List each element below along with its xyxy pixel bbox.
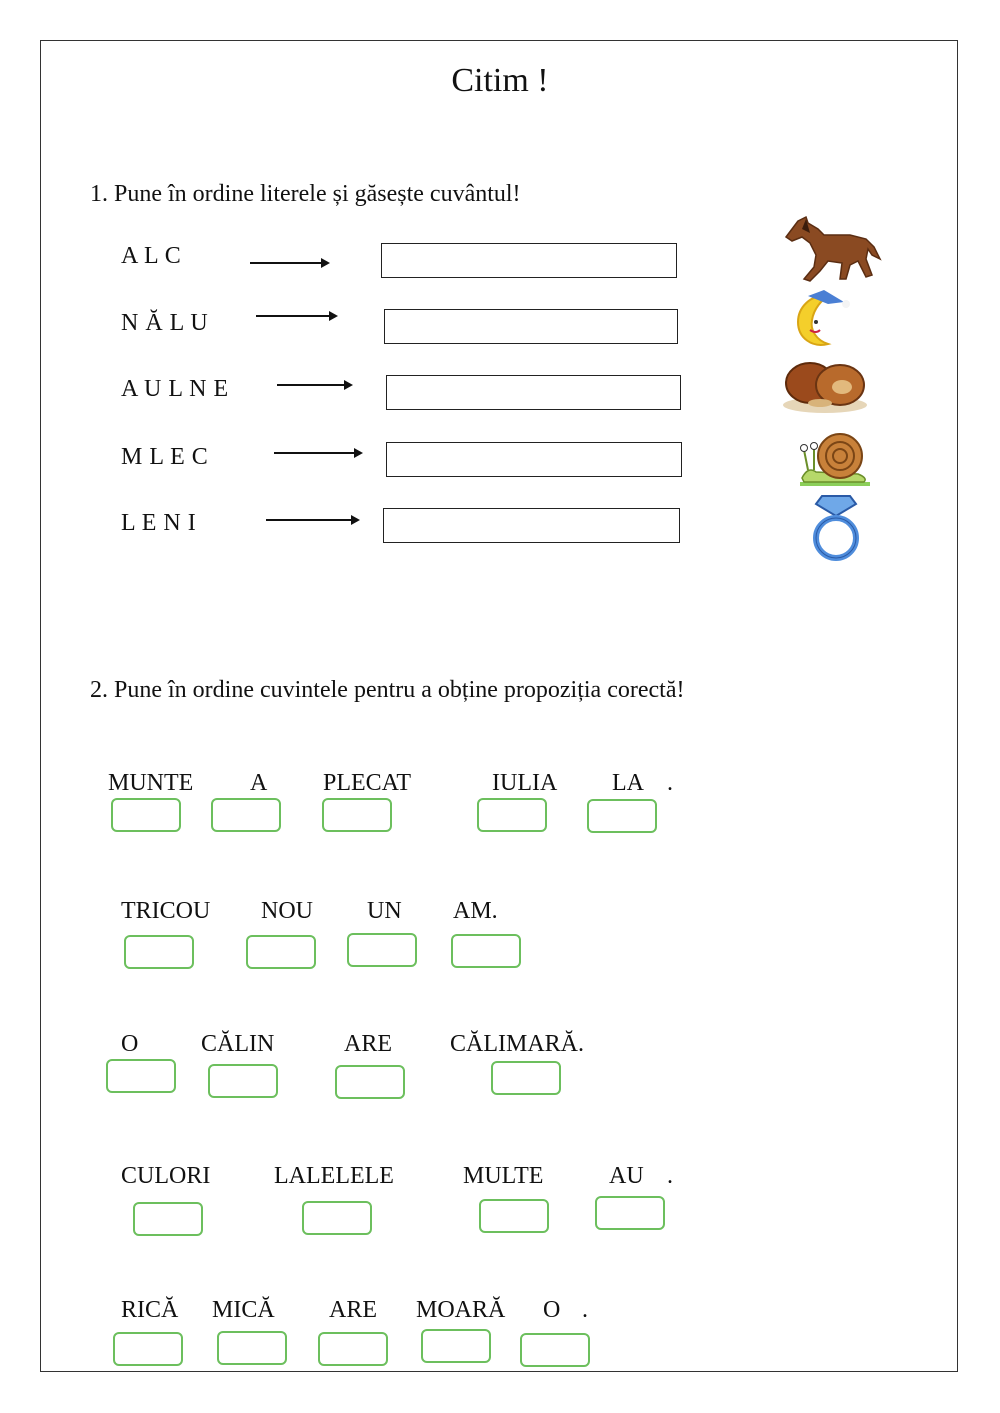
answer-slot[interactable]: [217, 1331, 287, 1365]
word-card: CĂLIN: [201, 1031, 275, 1057]
answer-slot[interactable]: [113, 1332, 183, 1366]
sentence-period: .: [582, 1297, 588, 1323]
exercise2-instruction: 2. Pune în ordine cuvintele pentru a obține propoziția corectă!: [90, 677, 685, 703]
answer-input[interactable]: [386, 375, 681, 410]
answer-slot[interactable]: [491, 1061, 561, 1095]
answer-slot[interactable]: [302, 1201, 372, 1235]
snail-icon: [798, 432, 872, 486]
word-card: O: [543, 1297, 561, 1323]
answer-slot[interactable]: [106, 1059, 176, 1093]
answer-slot[interactable]: [322, 798, 392, 832]
word-card: RICĂ: [121, 1297, 179, 1323]
exercise1-instruction: 1. Pune în ordine literele și găsește cuvântul!: [90, 181, 521, 207]
scrambled-letters: N Ă L U: [121, 310, 209, 336]
answer-slot[interactable]: [520, 1333, 590, 1367]
word-card: O: [121, 1031, 139, 1057]
scrambled-letters: L E N I: [121, 510, 197, 536]
moon-icon: [794, 290, 856, 350]
arrow-icon: [256, 315, 336, 317]
word-card: NOU: [261, 898, 313, 924]
word-card: ARE: [329, 1297, 377, 1323]
arrow-icon: [277, 384, 351, 386]
arrow-icon: [266, 519, 358, 521]
word-card: CULORI: [121, 1163, 211, 1189]
arrow-icon: [250, 262, 328, 264]
answer-slot[interactable]: [595, 1196, 665, 1230]
word-card: PLECAT: [323, 770, 412, 796]
answer-slot[interactable]: [318, 1332, 388, 1366]
word-card: AM.: [453, 898, 498, 924]
answer-slot[interactable]: [208, 1064, 278, 1098]
word-card: ARE: [344, 1031, 392, 1057]
answer-input[interactable]: [381, 243, 677, 278]
answer-slot[interactable]: [335, 1065, 405, 1099]
word-card: MICĂ: [212, 1297, 275, 1323]
hazelnut-icon: [780, 355, 870, 415]
arrow-icon: [274, 452, 361, 454]
answer-slot[interactable]: [479, 1199, 549, 1233]
word-card: MUNTE: [108, 770, 194, 796]
answer-slot[interactable]: [111, 798, 181, 832]
scrambled-letters: M L E C: [121, 444, 209, 470]
answer-input[interactable]: [386, 442, 682, 477]
ring-icon: [808, 492, 864, 562]
answer-slot[interactable]: [451, 934, 521, 968]
horse-icon: [780, 215, 884, 285]
scrambled-letters: A U L N E: [121, 376, 229, 402]
word-card: MOARĂ: [416, 1297, 506, 1323]
answer-input[interactable]: [384, 309, 678, 344]
sentence-period: .: [667, 770, 673, 796]
word-card: LA: [612, 770, 644, 796]
word-card: TRICOU: [121, 898, 211, 924]
sentence-period: .: [667, 1163, 673, 1189]
word-card: MULTE: [463, 1163, 544, 1189]
answer-slot[interactable]: [477, 798, 547, 832]
word-card: A: [250, 770, 268, 796]
answer-slot[interactable]: [124, 935, 194, 969]
answer-slot[interactable]: [347, 933, 417, 967]
answer-slot[interactable]: [246, 935, 316, 969]
word-card: CĂLIMARĂ.: [450, 1031, 585, 1057]
answer-slot[interactable]: [587, 799, 657, 833]
answer-slot[interactable]: [133, 1202, 203, 1236]
word-card: LALELELE: [274, 1163, 394, 1189]
word-card: AU: [609, 1163, 644, 1189]
answer-input[interactable]: [383, 508, 680, 543]
scrambled-letters: A L C: [121, 243, 182, 269]
word-card: UN: [367, 898, 402, 924]
word-card: IULIA: [492, 770, 558, 796]
answer-slot[interactable]: [211, 798, 281, 832]
page-title: Citim !: [451, 62, 549, 99]
answer-slot[interactable]: [421, 1329, 491, 1363]
